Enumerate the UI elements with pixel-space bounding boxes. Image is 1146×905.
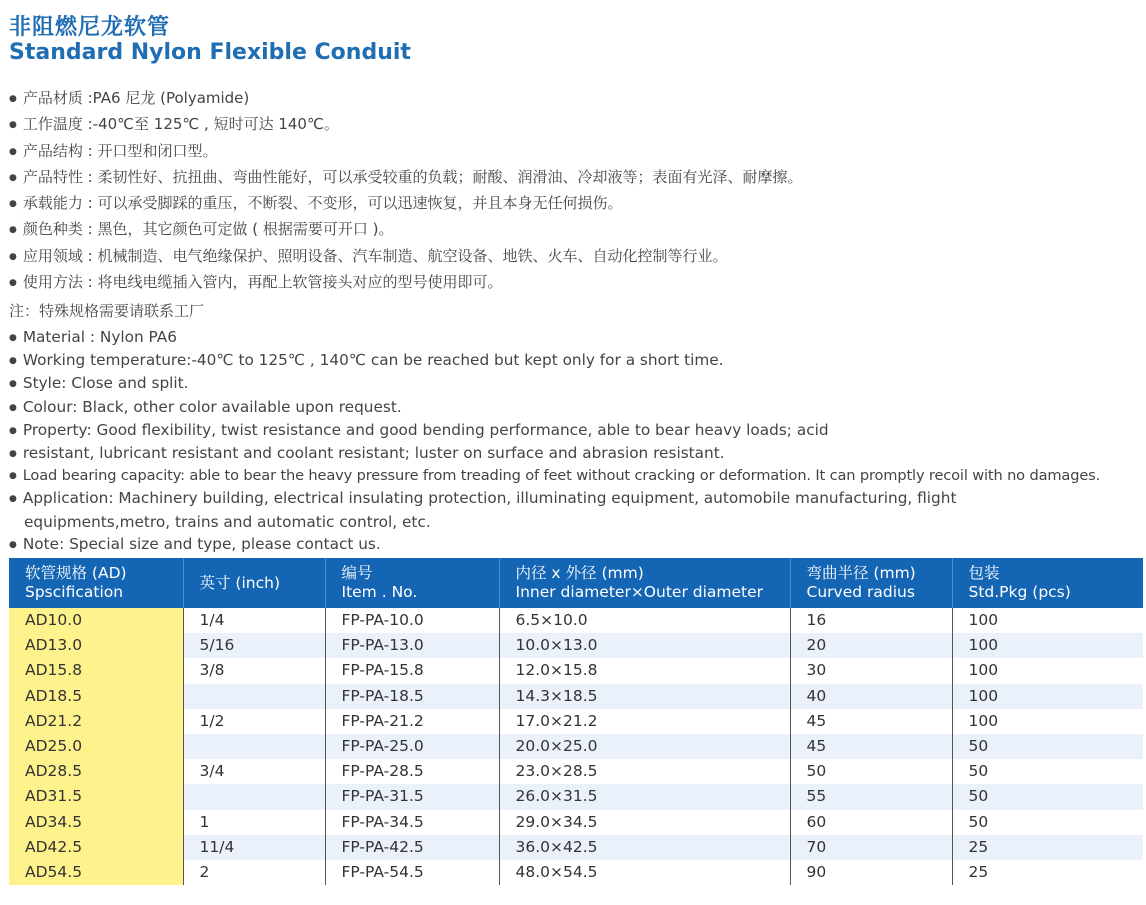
cell-pkg: 25 — [952, 860, 1143, 885]
cell-spec: AD54.5 — [9, 860, 183, 885]
en-spec-text: Style: Close and split. — [22, 374, 189, 393]
cell-radius: 30 — [790, 658, 952, 683]
bullet-icon: ● — [9, 402, 17, 413]
cell-spec: AD13.0 — [9, 633, 183, 658]
cn-spec-item: ● 工作温度 :-40℃至 125℃ , 短时可达 140℃。 — [9, 114, 802, 140]
table-row — [9, 784, 1143, 809]
table-row — [9, 810, 1143, 835]
cell-spec: AD31.5 — [9, 784, 183, 809]
cell-diameter: 20.0×25.0 — [499, 734, 790, 759]
en-spec-text: Application: Machinery building, electrical insulating protection, illuminating equipment, automobile manufacturing, flight — [22, 489, 957, 508]
cell-pkg: 50 — [952, 810, 1143, 835]
table-row — [9, 608, 1143, 633]
cell-item-no: FP-PA-21.2 — [325, 709, 499, 734]
en-spec-load — [9, 465, 1139, 487]
en-spec-property-2 — [9, 442, 1139, 465]
table-row — [9, 835, 1143, 860]
cn-spec-item: ● 颜色种类 : 黑色，其它颜色可定做 ( 根据需要可开口 )。 — [9, 219, 802, 245]
cell-spec: AD25.0 — [9, 734, 183, 759]
en-spec-list — [9, 326, 1139, 556]
cell-diameter: 17.0×21.2 — [499, 709, 790, 734]
table-header-row — [9, 558, 1143, 608]
cell-diameter: 23.0×28.5 — [499, 759, 790, 784]
cell-inch: 1/4 — [183, 608, 325, 633]
page-title-en: Standard Nylon Flexible Conduit — [9, 40, 411, 65]
cell-inch — [183, 784, 325, 809]
en-spec-text: Load bearing capacity: able to bear the heavy pressure from treading of feet without cracking or deformation. It can promptly recoil with no damages. — [22, 467, 1101, 485]
table-row — [9, 759, 1143, 784]
cell-inch: 2 — [183, 860, 325, 885]
cell-item-no: FP-PA-15.8 — [325, 658, 499, 683]
en-spec-colour — [9, 396, 1139, 419]
cn-spec-item: ● 承载能力 : 可以承受脚踩的重压，不断裂、不变形，可以迅速恢复，并且本身无任何损伤。 — [9, 193, 802, 219]
cell-pkg: 50 — [952, 759, 1143, 784]
cell-inch: 11/4 — [183, 835, 325, 860]
cell-pkg: 100 — [952, 658, 1143, 683]
cell-diameter: 14.3×18.5 — [499, 684, 790, 709]
cell-spec: AD28.5 — [9, 759, 183, 784]
cell-pkg: 100 — [952, 684, 1143, 709]
table-row — [9, 734, 1143, 759]
cn-spec-item: ● 产品材质 :PA6 尼龙 (Polyamide) — [9, 88, 802, 114]
cell-item-no: FP-PA-42.5 — [325, 835, 499, 860]
cell-inch: 5/16 — [183, 633, 325, 658]
cell-item-no: FP-PA-31.5 — [325, 784, 499, 809]
cell-radius: 60 — [790, 810, 952, 835]
en-spec-application-1 — [9, 487, 1139, 510]
cn-spec-item: ● 产品结构 : 开口型和闭口型。 — [9, 141, 802, 167]
table-row — [9, 684, 1143, 709]
cell-item-no: FP-PA-25.0 — [325, 734, 499, 759]
cn-spec-item: ● 使用方法 : 将电线电缆插入管内，再配上软管接头对应的型号使用即可。 — [9, 272, 802, 298]
en-spec-style — [9, 372, 1139, 395]
cell-diameter: 48.0×54.5 — [499, 860, 790, 885]
cell-radius: 90 — [790, 860, 952, 885]
cell-diameter: 26.0×31.5 — [499, 784, 790, 809]
table-row — [9, 709, 1143, 734]
cell-inch: 3/4 — [183, 759, 325, 784]
en-spec-note — [9, 533, 1139, 556]
bullet-icon: ● — [9, 449, 17, 460]
table-row — [9, 860, 1143, 885]
cell-pkg: 100 — [952, 633, 1143, 658]
cell-spec: AD21.2 — [9, 709, 183, 734]
cell-pkg: 25 — [952, 835, 1143, 860]
cell-spec: AD42.5 — [9, 835, 183, 860]
cell-spec: AD18.5 — [9, 684, 183, 709]
bullet-icon: ● — [9, 539, 17, 550]
cn-spec-item: ● 产品特性 : 柔韧性好、抗扭曲、弯曲性能好，可以承受较重的负载；耐酸、润滑油、冷却液等；表面有光泽、耐摩擦。 — [9, 167, 802, 193]
cell-radius: 55 — [790, 784, 952, 809]
cell-diameter: 6.5×10.0 — [499, 608, 790, 633]
en-spec-text: resistant, lubricant resistant and coolant resistant; luster on surface and abrasion resistant. — [22, 444, 725, 463]
cell-item-no: FP-PA-13.0 — [325, 633, 499, 658]
cell-item-no: FP-PA-28.5 — [325, 759, 499, 784]
cell-inch: 3/8 — [183, 658, 325, 683]
en-spec-material — [9, 326, 1139, 349]
en-spec-temperature — [9, 349, 1139, 372]
en-spec-text: Working temperature:-40℃ to 125℃ , 140℃ can be reached but kept only for a short time. — [22, 351, 724, 370]
cell-pkg: 50 — [952, 734, 1143, 759]
cn-spec-item: ● 应用领域 : 机械制造、电气绝缘保护、照明设备、汽车制造、航空设备、地铁、火车、自动化控制等行业。 — [9, 246, 802, 272]
table-body — [9, 608, 1143, 885]
en-spec-application-2 — [9, 511, 1139, 533]
col-header-diameter: 内径 x 外径 (mm) Inner diameter×Outer diameter — [499, 558, 790, 608]
cell-diameter: 12.0×15.8 — [499, 658, 790, 683]
cell-spec: AD15.8 — [9, 658, 183, 683]
cell-item-no: FP-PA-34.5 — [325, 810, 499, 835]
cell-inch — [183, 734, 325, 759]
cell-inch: 1 — [183, 810, 325, 835]
cell-diameter: 36.0×42.5 — [499, 835, 790, 860]
en-spec-text: Property: Good flexibility, twist resistance and good bending performance, able to bear heavy loads; acid — [22, 420, 829, 439]
cell-item-no: FP-PA-18.5 — [325, 684, 499, 709]
bullet-icon: ● — [9, 494, 17, 505]
cell-diameter: 10.0×13.0 — [499, 633, 790, 658]
col-header-item-no: 编号 Item . No. — [325, 558, 499, 608]
col-header-spec: 软管规格 (AD) Spscification — [25, 564, 127, 601]
cell-radius: 20 — [790, 633, 952, 658]
cell-radius: 16 — [790, 608, 952, 633]
cn-note: 注：特殊规格需要请联系工厂 — [9, 302, 205, 320]
en-spec-text: Material : Nylon PA6 — [22, 328, 177, 346]
cell-pkg: 50 — [952, 784, 1143, 809]
cell-inch: 1/2 — [183, 709, 325, 734]
en-spec-text: Note: Special size and type, please contact us. — [22, 534, 381, 553]
en-spec-text: Colour: Black, other color available upon request. — [22, 397, 402, 416]
cell-radius: 70 — [790, 835, 952, 860]
bullet-icon: ● — [9, 333, 17, 343]
cn-spec-list — [9, 88, 802, 298]
cell-radius: 45 — [790, 734, 952, 759]
en-spec-property-1 — [9, 419, 1139, 442]
cell-radius: 50 — [790, 759, 952, 784]
bullet-icon: ● — [9, 379, 17, 390]
table-row — [9, 658, 1143, 683]
cell-inch — [183, 684, 325, 709]
spec-table — [9, 558, 1143, 885]
bullet-icon: ● — [9, 471, 17, 482]
cell-pkg: 100 — [952, 709, 1143, 734]
cell-pkg: 100 — [952, 608, 1143, 633]
cell-item-no: FP-PA-10.0 — [325, 608, 499, 633]
page-title-cn: 非阻燃尼龙软管 — [9, 15, 171, 40]
cell-radius: 40 — [790, 684, 952, 709]
bullet-icon: ● — [9, 425, 17, 436]
cell-spec: AD34.5 — [9, 810, 183, 835]
cell-diameter: 29.0×34.5 — [499, 810, 790, 835]
cell-item-no: FP-PA-54.5 — [325, 860, 499, 885]
en-spec-text: equipments,metro, trains and automatic control, etc. — [24, 512, 431, 531]
col-header-inch: 英寸 (inch) — [183, 558, 325, 608]
table-row — [9, 633, 1143, 658]
col-header-pkg: 包装 Std.Pkg (pcs) — [952, 558, 1143, 608]
cell-spec: AD10.0 — [9, 608, 183, 633]
cell-radius: 45 — [790, 709, 952, 734]
col-header-radius: 弯曲半径 (mm) Curved radius — [790, 558, 952, 608]
bullet-icon: ● — [9, 356, 17, 367]
